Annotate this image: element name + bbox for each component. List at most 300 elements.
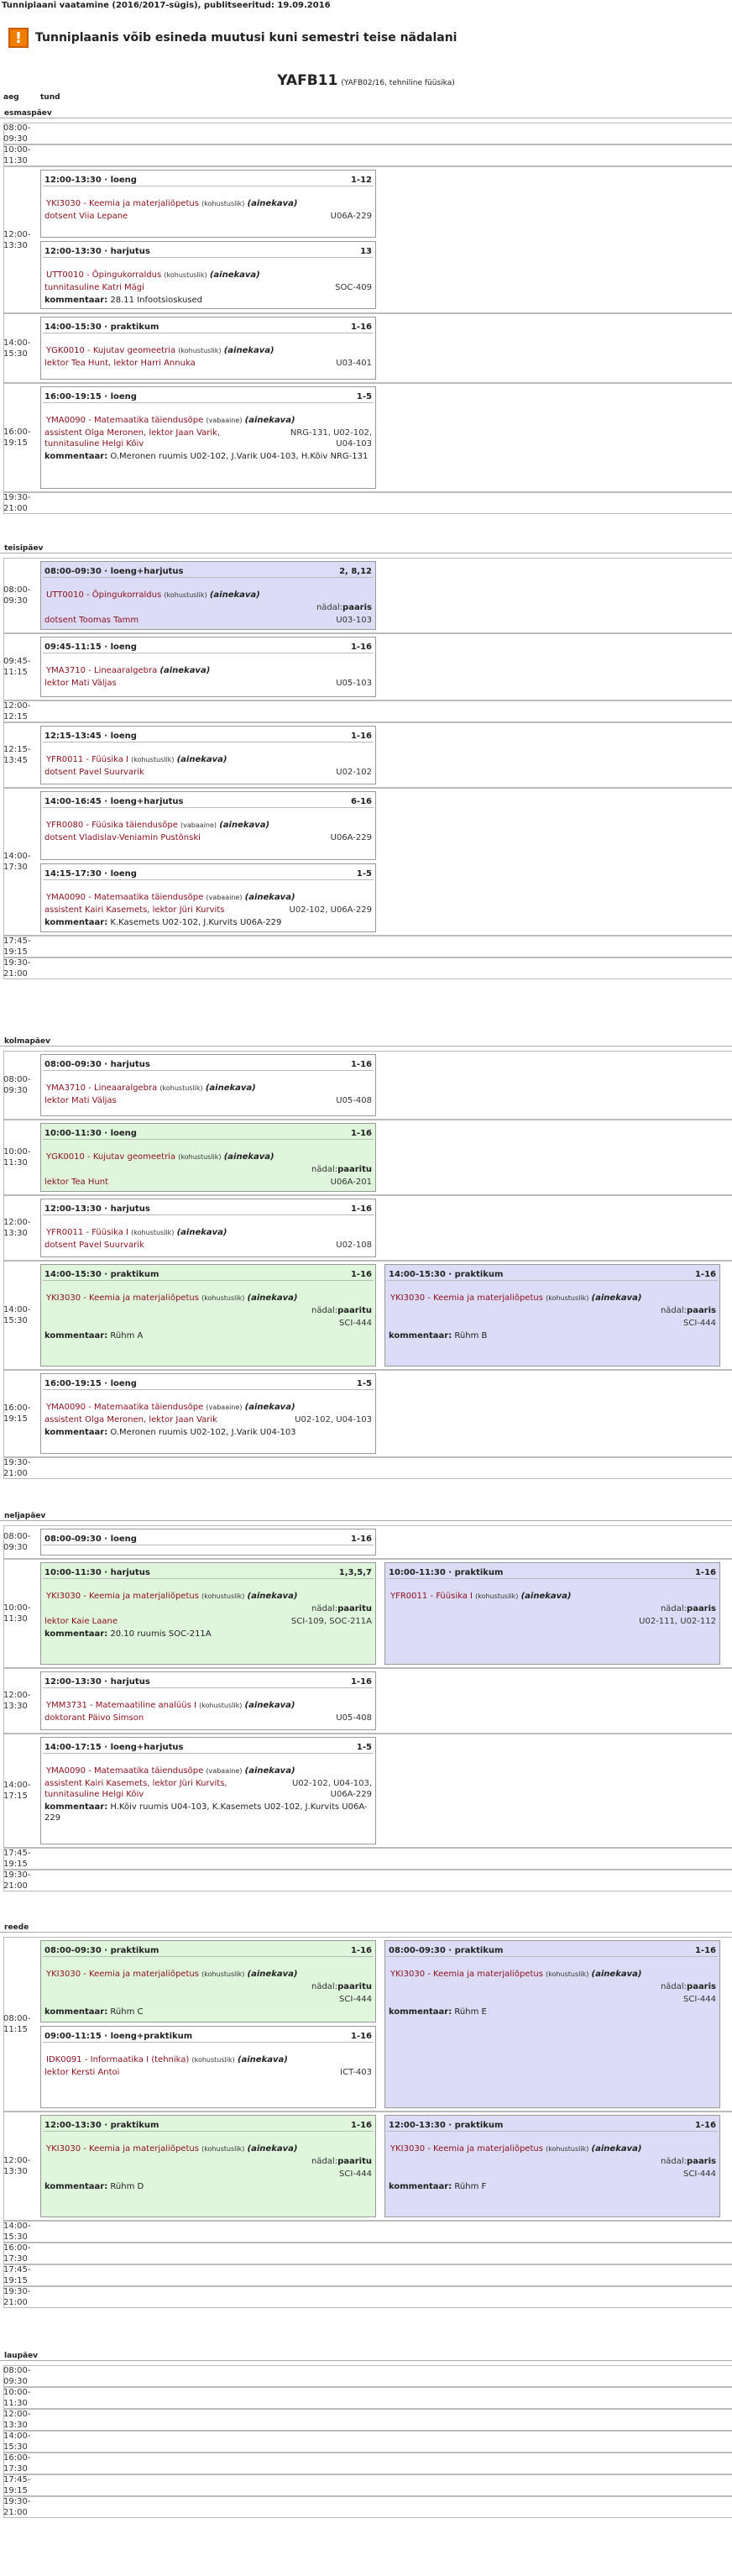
lesson-comment [385, 2005, 719, 2019]
time-slot-label: 09:45- 11:15 [3, 657, 31, 677]
time-slot-label: 17:45- 19:15 [3, 2475, 31, 2495]
schedule-row [3, 1848, 732, 1870]
lesson-card[interactable] [40, 1054, 376, 1116]
lesson-weeks: 1-16 [350, 732, 372, 741]
lesson-header [41, 1265, 375, 1280]
lesson-teacher[interactable]: dotsent Pavel Suurvarik [44, 768, 144, 777]
syllabus-link[interactable]: (ainekava) [244, 1766, 295, 1776]
lesson-card[interactable] [40, 1123, 376, 1192]
syllabus-link[interactable]: (ainekava) [209, 270, 260, 280]
lesson-subject[interactable] [41, 1579, 375, 1602]
lesson-card[interactable] [40, 1737, 376, 1844]
lesson-card[interactable] [40, 317, 376, 380]
comment-label: kommentaar: [389, 2182, 452, 2191]
schedule-row [3, 1457, 732, 1479]
lesson-header [41, 171, 375, 186]
lesson-header [41, 1199, 375, 1215]
subject-code-name[interactable]: YMM3731 - Matemaatiline analüüs I [46, 1701, 196, 1710]
subject-kind: (kohustuslik) [178, 1153, 222, 1161]
lesson-room: SCI-444 [339, 2169, 372, 2179]
lesson-subject[interactable] [41, 880, 375, 903]
subject-kind: (kohustuslik) [201, 200, 245, 207]
teacher-room-row [41, 1316, 375, 1329]
time-slot-label: 16:00- 17:30 [3, 2453, 31, 2474]
syllabus-link[interactable]: (ainekava) [159, 666, 211, 675]
lesson-card[interactable] [40, 1671, 376, 1730]
lesson-weeks: 1-16 [350, 2032, 372, 2041]
time-slot-label: 14:00- 15:30 [3, 1305, 31, 1325]
lesson-time-type: 08:00-09:30 · praktikum [389, 1946, 504, 1955]
lesson-subject[interactable] [41, 1281, 375, 1304]
lesson-header [385, 1563, 719, 1578]
lesson-subject[interactable] [41, 1215, 375, 1238]
lesson-weeks: 1,3,5,7 [338, 1568, 372, 1577]
lesson-teacher[interactable]: assistent Olga Meronen, lektor Jaan Varik, tunnitasuline Helgi Kõiv [44, 428, 221, 449]
schedule-row [3, 2221, 732, 2243]
lesson-time-type: 16:00-19:15 · loeng [44, 1379, 137, 1388]
comment-text: Rühm E [454, 2007, 487, 2017]
lesson-card[interactable] [40, 1940, 376, 2023]
time-slot-label: 08:00- 09:30 [3, 123, 31, 144]
lesson-weeks: 1-16 [694, 1270, 716, 1279]
lesson-room: U02-102, U04-103, U06A-229 [291, 1779, 372, 1799]
lesson-card[interactable] [40, 561, 376, 630]
week-parity-value: paaris [687, 1604, 716, 1613]
lesson-room: U02-111, U02-112 [639, 1617, 716, 1626]
lesson-comment [41, 2180, 375, 2194]
lesson-card[interactable] [40, 2115, 376, 2217]
syllabus-link[interactable]: (ainekava) [247, 1970, 298, 1979]
lesson-teacher[interactable]: lektor Mati Väljas [44, 1096, 117, 1105]
lesson-card[interactable] [40, 726, 376, 784]
subject-code-name[interactable]: YMA0090 - Matemaatika täiendusõpe [46, 416, 204, 425]
syllabus-link[interactable]: (ainekava) [176, 755, 227, 764]
schedule-row [3, 2496, 732, 2518]
subject-kind: (kohustuslik) [201, 1970, 245, 1978]
subject-kind: (vabaaine) [180, 821, 217, 829]
lesson-subject[interactable] [41, 1140, 375, 1162]
lesson-card[interactable] [40, 1373, 376, 1454]
lesson-weeks: 1-12 [350, 176, 372, 185]
week-parity-label: nädal: [311, 1306, 338, 1315]
subject-code-name[interactable]: YKI3030 - Keemia ja materjaliõpetus [46, 1293, 199, 1303]
time-slot-label: 19:30- 21:00 [3, 2287, 31, 2307]
subject-code-name[interactable]: IDK0091 - Informaatika I (tehnika) [46, 2055, 190, 2064]
lesson-card[interactable] [40, 637, 376, 697]
lesson-weeks: 1-16 [350, 1535, 372, 1544]
lesson-time-type: 09:45-11:15 · loeng [44, 643, 137, 652]
comment-text: Rühm F [454, 2182, 487, 2191]
time-slot-label: 16:00- 19:15 [3, 1403, 31, 1424]
teacher-room-row [41, 2167, 375, 2180]
lesson-weeks: 1-16 [694, 1568, 716, 1577]
schedule-row [3, 2474, 732, 2496]
time-slot-label: 12:00- 13:30 [3, 1218, 31, 1238]
lesson-comment [41, 2005, 375, 2019]
subject-code-name[interactable]: YKI3030 - Keemia ja materjaliõpetus [46, 2144, 199, 2154]
lesson-time-type: 08:00-09:30 · praktikum [44, 1946, 159, 1955]
lesson-time-type: 12:00-13:30 · harjutus [44, 1677, 150, 1687]
lesson-room: SCI-444 [339, 1995, 372, 2004]
page-title [0, 72, 732, 89]
subject-kind: (vabaaine) [206, 1767, 243, 1775]
lesson-card[interactable] [384, 2115, 720, 2217]
lesson-weeks: 1-16 [350, 1204, 372, 1214]
lesson-card[interactable] [40, 241, 376, 309]
subject-kind: (vabaaine) [206, 894, 243, 901]
teacher-room-row [41, 2065, 375, 2078]
column-header-lessons: tund [40, 93, 60, 102]
subject-code-name[interactable]: YMA0090 - Matemaatika täiendusõpe [46, 893, 204, 902]
lesson-teacher[interactable]: assistent Kairi Kasemets, lektor Jüri Kurvits [44, 905, 225, 915]
week-parity-row [41, 1980, 375, 1992]
subject-kind: (vabaaine) [206, 1403, 243, 1411]
lesson-header [41, 2116, 375, 2131]
lesson-room: SCI-444 [683, 1319, 716, 1328]
subject-code-name[interactable]: YMA3710 - Lineaaralgebra [46, 666, 158, 675]
syllabus-link[interactable]: (ainekava) [247, 1592, 298, 1601]
lesson-weeks: 1-16 [350, 2121, 372, 2130]
syllabus-link[interactable]: (ainekava) [219, 821, 270, 830]
group-code: YAFB11 [277, 72, 338, 89]
lesson-subject[interactable] [41, 1545, 375, 1556]
lesson-teacher[interactable]: tunnitasuline Katri Mägi [44, 283, 144, 292]
time-slot-label: 19:30- 21:00 [3, 2497, 31, 2517]
syllabus-link[interactable]: (ainekava) [591, 1970, 642, 1979]
teacher-room-row [41, 676, 375, 689]
lesson-room: U05-103 [336, 679, 372, 688]
week-parity-value: paaris [687, 1982, 716, 1991]
subject-kind: (kohustuslik) [201, 2145, 245, 2153]
subject-code-name[interactable]: YFR0011 - Füüsika I [46, 755, 128, 764]
time-slot-label: 19:30- 21:00 [3, 958, 31, 978]
comment-text: Rühm D [110, 2182, 144, 2191]
lesson-teacher[interactable]: dotsent Viia Lepane [44, 212, 128, 221]
teacher-room-row [385, 1316, 719, 1329]
teacher-room-row [41, 1711, 375, 1723]
time-slot-label: 12:15- 13:45 [3, 745, 31, 765]
time-slot-label: 12:00- 13:30 [3, 1691, 31, 1711]
week-parity-row [385, 1602, 719, 1614]
comment-label: kommentaar: [44, 452, 108, 461]
comment-text: Rühm C [110, 2007, 144, 2017]
lesson-teacher[interactable]: doktorant Päivo Simson [44, 1713, 144, 1723]
lesson-weeks: 1-16 [350, 1677, 372, 1687]
lesson-room: U05-408 [336, 1096, 372, 1105]
day-header-2: kolmapäev [0, 1037, 732, 1047]
week-parity-label: nädal: [316, 603, 343, 612]
lesson-time-type: 16:00-19:15 · loeng [44, 392, 137, 401]
time-slot-label: 19:30- 21:00 [3, 493, 31, 513]
warning-icon: ! [8, 28, 29, 48]
lesson-subject[interactable] [41, 258, 375, 281]
lesson-room: U06A-229 [330, 212, 372, 221]
lesson-header [41, 1529, 375, 1545]
lesson-header [41, 1941, 375, 1956]
lesson-subject[interactable] [41, 403, 375, 426]
lesson-time-type: 12:00-13:30 · praktikum [389, 2121, 504, 2130]
syllabus-link[interactable]: (ainekava) [591, 2144, 642, 2154]
schedule-row [3, 492, 732, 514]
warning-banner [8, 28, 457, 48]
day-header-5: laupäev [0, 2352, 732, 2361]
comment-label: kommentaar: [44, 918, 108, 927]
lesson-subject[interactable] [41, 1390, 375, 1413]
time-slot-label: 08:00- 11:15 [3, 2014, 31, 2034]
schedule-row [3, 2453, 732, 2474]
lesson-subject[interactable] [41, 742, 375, 765]
subject-code-name[interactable]: YKI3030 - Keemia ja materjaliõpetus [390, 2144, 543, 2154]
lesson-header [41, 1563, 375, 1578]
lesson-subject[interactable] [41, 653, 375, 676]
week-parity-value: paaritu [337, 2157, 372, 2166]
teacher-room-row [41, 1238, 375, 1251]
syllabus-link[interactable]: (ainekava) [591, 1293, 642, 1303]
lesson-card[interactable] [40, 863, 376, 932]
time-slot-label: 12:00- 13:30 [3, 2156, 31, 2176]
lesson-header [41, 1672, 375, 1687]
week-parity-row [41, 1602, 375, 1614]
week-parity-row [385, 1304, 719, 1316]
teacher-room-row [41, 1776, 375, 1800]
teacher-room-row [41, 831, 375, 843]
lesson-card[interactable] [40, 791, 376, 860]
lesson-subject[interactable] [385, 2132, 719, 2154]
lesson-header [41, 242, 375, 257]
comment-label: kommentaar: [44, 296, 108, 305]
lesson-comment [41, 916, 375, 930]
lesson-comment [385, 1329, 719, 1343]
day-header-3: neljapäev [0, 1512, 732, 1521]
lesson-header [41, 1055, 375, 1070]
subject-code-name[interactable]: YKI3030 - Keemia ja materjaliõpetus [46, 1592, 199, 1601]
lesson-time-type: 12:00-13:30 · harjutus [44, 247, 150, 256]
lesson-time-type: 12:15-13:45 · loeng [44, 732, 137, 741]
subject-code-name[interactable]: YGK0010 - Kujutav geomeetria [46, 346, 176, 355]
lesson-header [41, 864, 375, 879]
lesson-teacher[interactable]: dotsent Vladislav-Veniamin Pustõnski [44, 833, 201, 842]
lesson-card[interactable] [384, 1940, 720, 2108]
time-slot-label: 17:45- 19:15 [3, 936, 31, 957]
lesson-room: SCI-109, SOC-211A [290, 1617, 372, 1626]
lesson-card[interactable] [40, 1264, 376, 1367]
lesson-teacher[interactable]: dotsent Pavel Suurvarik [44, 1241, 144, 1250]
comment-text: H.Kõiv ruumis U04-103, K.Kasemets U02-102, J.Kurvits U06A-229 [44, 1802, 368, 1823]
teacher-room-row [41, 281, 375, 293]
subject-kind: (kohustuslik) [546, 1970, 589, 1978]
subject-code-name[interactable]: YKI3030 - Keemia ja materjaliõpetus [46, 199, 199, 208]
week-parity-value: paaritu [337, 1165, 372, 1174]
lesson-teacher[interactable]: lektor Kersti Antoi [44, 2068, 120, 2077]
day-header-4: reede [0, 1923, 732, 1933]
lesson-teacher[interactable]: assistent Olga Meronen, lektor Jaan Varik [44, 1415, 217, 1424]
lesson-teacher[interactable]: lektor Tea Hunt, lektor Harri Annuka [44, 359, 196, 368]
time-slot-label: 08:00- 09:30 [3, 1532, 31, 1552]
subject-code-name[interactable]: YFR0080 - Füüsika täiendusõpe [46, 821, 178, 830]
lesson-subject[interactable] [385, 1579, 719, 1602]
subject-code-name[interactable]: UTT0010 - Õpingukorraldus [46, 270, 162, 280]
subject-kind: (kohustuslik) [201, 1294, 245, 1302]
schedule-row [3, 2264, 732, 2286]
lesson-room: U02-108 [336, 1241, 372, 1250]
lesson-weeks: 1-16 [694, 2121, 716, 2130]
syllabus-link[interactable]: (ainekava) [247, 2144, 298, 2154]
lesson-time-type: 08:00-09:30 · loeng [44, 1535, 137, 1544]
syllabus-link[interactable]: (ainekava) [237, 2055, 288, 2064]
lesson-comment [41, 1800, 375, 1825]
teacher-room-row [41, 765, 375, 778]
time-slot-label: 08:00- 09:30 [3, 2366, 31, 2386]
lesson-card[interactable] [40, 386, 376, 489]
lesson-time-type: 10:00-11:30 · harjutus [44, 1568, 150, 1577]
schedule-row [3, 700, 732, 722]
lesson-subject[interactable] [41, 1754, 375, 1776]
week-parity-row [41, 1162, 375, 1175]
lesson-teacher[interactable]: lektor Tea Hunt [44, 1178, 109, 1187]
lesson-subject[interactable] [41, 578, 375, 601]
week-parity-row [41, 2154, 375, 2167]
lesson-teacher[interactable]: lektor Kaie Laane [44, 1617, 118, 1626]
comment-text: 20.10 ruumis SOC-211A [110, 1629, 212, 1639]
lesson-weeks: 1-16 [350, 1129, 372, 1138]
teacher-room-row [41, 426, 375, 449]
subject-code-name[interactable]: UTT0010 - Õpingukorraldus [46, 590, 162, 600]
comment-label: kommentaar: [44, 1629, 108, 1639]
subject-code-name[interactable]: YKI3030 - Keemia ja materjaliõpetus [390, 1970, 543, 1979]
teacher-room-row [41, 1413, 375, 1425]
lesson-card[interactable] [40, 2026, 376, 2108]
lesson-card[interactable] [40, 1199, 376, 1257]
syllabus-link[interactable]: (ainekava) [244, 893, 295, 902]
syllabus-link[interactable]: (ainekava) [209, 590, 260, 600]
schedule-row [3, 2286, 732, 2308]
lesson-teacher[interactable]: assistent Kairi Kasemets, lektor Jüri Kurvits, tunnitasuline Helgi Kõiv [44, 1779, 227, 1799]
schedule-row [3, 2431, 732, 2453]
subject-kind: (kohustuslik) [201, 1592, 245, 1600]
lesson-room: U02-102, U06A-229 [289, 905, 372, 915]
subject-code-name[interactable]: YFR0011 - Füüsika I [390, 1592, 473, 1601]
lesson-subject[interactable] [41, 333, 375, 356]
lesson-subject[interactable] [41, 1688, 375, 1711]
syllabus-link[interactable]: (ainekava) [244, 1403, 295, 1412]
lesson-card[interactable] [40, 1529, 376, 1556]
subject-code-name[interactable]: YMA0090 - Matemaatika täiendusõpe [46, 1766, 204, 1776]
lesson-time-type: 14:00-16:45 · loeng+harjutus [44, 797, 184, 806]
teacher-room-row [41, 903, 375, 916]
comment-label: kommentaar: [44, 2182, 108, 2191]
lesson-subject[interactable] [41, 2043, 375, 2065]
teacher-room-row [41, 1992, 375, 2005]
lesson-room: U03-401 [336, 359, 372, 368]
subject-kind: (kohustuslik) [159, 1084, 203, 1092]
subject-code-name[interactable]: YGK0010 - Kujutav geomeetria [46, 1152, 176, 1162]
schedule-row [3, 123, 732, 144]
week-parity-row [41, 1304, 375, 1316]
schedule-row [3, 936, 732, 957]
lesson-comment [41, 449, 375, 464]
lesson-header [41, 1124, 375, 1139]
lesson-room: U02-102, U04-103 [295, 1415, 372, 1424]
time-slot-label: 12:00- 13:30 [3, 2410, 31, 2430]
teacher-room-row [385, 1614, 719, 1627]
comment-text: O.Meronen ruumis U02-102, J.Varik U04-103, H.Kõiv NRG-131 [110, 452, 369, 461]
comment-label: kommentaar: [44, 1331, 108, 1340]
lesson-time-type: 10:00-11:30 · praktikum [389, 1568, 504, 1577]
week-parity-value: paaris [687, 1306, 716, 1315]
subject-kind: (kohustuslik) [199, 1702, 243, 1709]
syllabus-link[interactable]: (ainekava) [223, 346, 274, 355]
time-slot-label: 16:00- 17:30 [3, 2243, 31, 2264]
lesson-time-type: 14:00-15:30 · praktikum [389, 1270, 504, 1279]
lesson-subject[interactable] [41, 2132, 375, 2154]
syllabus-link[interactable]: (ainekava) [244, 416, 295, 425]
week-parity-value: paaris [687, 2157, 716, 2166]
lesson-header [41, 792, 375, 807]
week-parity-label: nädal: [311, 1604, 338, 1613]
lesson-subject[interactable] [41, 186, 375, 209]
lesson-time-type: 14:00-15:30 · praktikum [44, 323, 159, 332]
time-slot-label: 12:00- 13:30 [3, 229, 31, 250]
lesson-subject[interactable] [385, 1957, 719, 1980]
lesson-subject[interactable] [385, 1281, 719, 1304]
subject-code-name[interactable]: YKI3030 - Keemia ja materjaliõpetus [46, 1970, 199, 1979]
teacher-room-row [385, 1992, 719, 2005]
subject-code-name[interactable]: YKI3030 - Keemia ja materjaliõpetus [390, 1293, 543, 1303]
lesson-room: SOC-409 [335, 283, 372, 292]
syllabus-link[interactable]: (ainekava) [247, 1293, 298, 1303]
comment-label: kommentaar: [389, 2007, 452, 2017]
syllabus-link[interactable]: (ainekava) [176, 1228, 227, 1237]
subject-kind: (vabaaine) [206, 417, 243, 424]
syllabus-link[interactable]: (ainekava) [520, 1592, 572, 1601]
lesson-subject[interactable] [41, 1071, 375, 1094]
comment-label: kommentaar: [389, 1331, 452, 1340]
week-parity-label: nädal: [660, 2157, 688, 2166]
lesson-card[interactable] [40, 1562, 376, 1665]
lesson-weeks: 1-16 [350, 1060, 372, 1069]
time-slot-label: 10:00- 11:30 [3, 145, 31, 165]
lesson-room: U03-103 [336, 616, 372, 625]
lesson-card[interactable] [384, 1562, 720, 1665]
lesson-teacher[interactable]: dotsent Toomas Tamm [44, 616, 139, 625]
comment-label: kommentaar: [44, 2007, 108, 2017]
syllabus-link[interactable]: (ainekava) [247, 199, 298, 208]
lesson-header [41, 637, 375, 653]
lesson-header [41, 387, 375, 402]
schedule-row [3, 1870, 732, 1891]
lesson-weeks: 1-16 [694, 1946, 716, 1955]
lesson-time-type: 09:00-11:15 · loeng+praktikum [44, 2032, 193, 2041]
lesson-weeks: 1-16 [350, 323, 372, 332]
subject-code-name[interactable]: YMA0090 - Matemaatika täiendusõpe [46, 1403, 204, 1412]
subject-code-name[interactable]: YMA3710 - Lineaaralgebra [46, 1083, 158, 1093]
lesson-subject[interactable] [41, 808, 375, 831]
subject-code-name[interactable]: YFR0011 - Füüsika I [46, 1228, 128, 1237]
lesson-subject[interactable] [41, 1957, 375, 1980]
syllabus-link[interactable]: (ainekava) [223, 1152, 274, 1162]
syllabus-link[interactable]: (ainekava) [205, 1083, 256, 1093]
lesson-comment [41, 1627, 375, 1641]
week-parity-label: nädal: [311, 1165, 338, 1174]
lesson-card[interactable] [384, 1264, 720, 1367]
lesson-time-type: 12:00-13:30 · praktikum [44, 2121, 159, 2130]
subject-kind: (kohustuslik) [178, 347, 222, 354]
subject-kind: (kohustuslik) [164, 271, 207, 279]
syllabus-link[interactable]: (ainekava) [244, 1701, 295, 1710]
lesson-weeks: 6-16 [350, 797, 372, 806]
lesson-teacher[interactable]: lektor Mati Väljas [44, 679, 117, 688]
lesson-card[interactable] [40, 170, 376, 238]
